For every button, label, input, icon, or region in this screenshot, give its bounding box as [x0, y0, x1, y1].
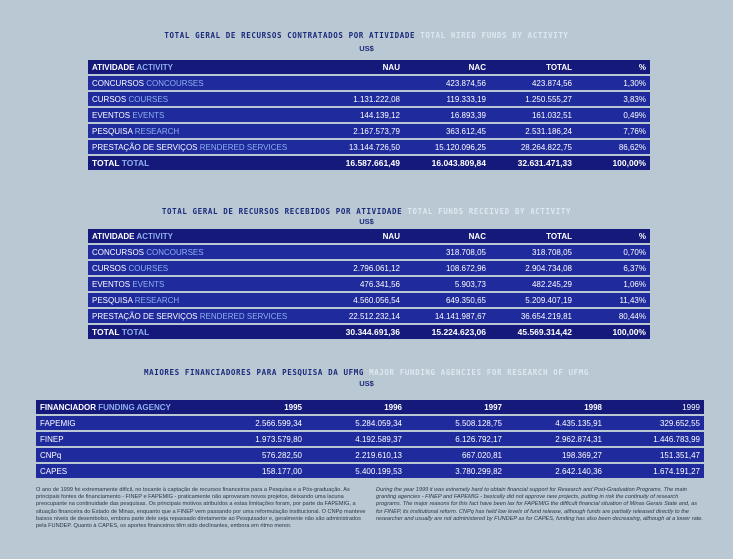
- received-title-pt: TOTAL GERAL DE RECURSOS RECEBIDOS POR ATIVIDADE: [161, 207, 403, 216]
- cell-1995: 2.566.599,34: [206, 416, 306, 430]
- cell-nac: 423.874,56: [404, 76, 490, 90]
- funder-name: CAPES: [36, 464, 206, 478]
- row-label: [88, 261, 318, 275]
- cell-pct: 80,44%: [576, 309, 650, 323]
- total-row: [88, 156, 650, 170]
- cell-1998: 198.369,27: [506, 448, 606, 462]
- cell-1996: 5.284.059,34: [306, 416, 406, 430]
- label-en: COURSES: [128, 263, 169, 273]
- row-label: [88, 325, 318, 339]
- label-pt: TOTAL: [92, 327, 120, 337]
- row-label: [88, 293, 318, 307]
- header-funder-en: FUNDING AGENCY: [98, 402, 171, 412]
- funders-header-1996: 1996: [306, 400, 406, 414]
- table-row: [88, 92, 650, 106]
- body-text-pt: O ano de 1999 foi extremamente difícil, no tocante à captação de recursos financeiros para a Pesquisa e a Pós-graduação. As principais fontes de financiamento - FINEP e FAPEMIG - praticamente não aprovaram novos projetos, deixando uma lacuna preocupante na continuidade das pesquisas. Os principais motivos atribuídos a estas limitações foram, por parte da FAPEMIG, a situação financeira do Estado de Minas, enquanto que a FINEP vem passando por uma reformulação institucional. O CNPp manteve baixos níveis de desembolso, embora parte dele seja repassado diretamente ao Pesquisador e, geralmente não são administrados pela FUNDEP. Quanto à CAPES, os aportes financeiros têm sido declinantes, embora em ritmo menor.: [36, 487, 366, 530]
- label-pt: CURSOS: [92, 94, 127, 104]
- cell-total: 32.631.471,33: [490, 156, 576, 170]
- cell-nac: 15.224.623,06: [404, 325, 490, 339]
- table-row: [36, 464, 704, 478]
- cell-nau: 144.139,12: [318, 108, 404, 122]
- label-pt: PESQUISA: [92, 295, 133, 305]
- label-en: COURSES: [128, 94, 169, 104]
- cell-total: 36.654.219,81: [490, 309, 576, 323]
- table-row: [88, 76, 650, 90]
- cell-total: 318.708,05: [490, 245, 576, 259]
- cell-1998: 4.435.135,91: [506, 416, 606, 430]
- cell-pct: 0,49%: [576, 108, 650, 122]
- received-header-nau: NAU: [318, 229, 404, 243]
- funders-header-funder: [36, 400, 206, 414]
- cell-1999: 329.652,55: [606, 416, 704, 430]
- cell-pct: 1,30%: [576, 76, 650, 90]
- label-en: EVENTS: [132, 110, 165, 120]
- cell-nac: 108.672,96: [404, 261, 490, 275]
- table-row: [88, 261, 650, 275]
- label-pt: CONCURSOS: [92, 78, 145, 88]
- label-en: CONCOURSES: [146, 247, 204, 257]
- funders-header-1998: 1998: [506, 400, 606, 414]
- table-row: [36, 448, 704, 462]
- cell-nau: [318, 76, 404, 90]
- table-row: [88, 108, 650, 122]
- cell-1999: 1.446.783,99: [606, 432, 704, 446]
- funders-title-en: MAJOR FUNDING AGENCIES FOR RESEARCH OF UFMG: [369, 368, 590, 377]
- funder-name: FAPEMIG: [36, 416, 206, 430]
- table-row: [88, 277, 650, 291]
- funders-header-1995: 1995: [206, 400, 306, 414]
- label-en: TOTAL: [121, 158, 150, 168]
- cell-nac: 16.043.809,84: [404, 156, 490, 170]
- funder-name: FINEP: [36, 432, 206, 446]
- cell-1997: 5.508.128,75: [406, 416, 506, 430]
- contracted-title: [0, 31, 733, 40]
- cell-pct: 86,62%: [576, 140, 650, 154]
- cell-nau: 2.796.061,12: [318, 261, 404, 275]
- contracted-table: [88, 58, 650, 172]
- funder-name: CNPq: [36, 448, 206, 462]
- table-row: [88, 245, 650, 259]
- table-row: [88, 309, 650, 323]
- label-en: RENDERED SERVICES: [199, 311, 288, 321]
- funders-header-1999: 1999: [606, 400, 704, 414]
- table-row: [88, 140, 650, 154]
- row-label: [88, 108, 318, 122]
- row-label: [88, 92, 318, 106]
- received-header-row: [88, 229, 650, 243]
- cell-1997: 3.780.299,82: [406, 464, 506, 478]
- row-label: [88, 124, 318, 138]
- row-label: [88, 245, 318, 259]
- cell-nac: 15.120.096,25: [404, 140, 490, 154]
- received-header-pct: %: [576, 229, 650, 243]
- cell-1998: 2.962.874,31: [506, 432, 606, 446]
- label-pt: TOTAL: [92, 158, 120, 168]
- cell-nau: 1.131.222,08: [318, 92, 404, 106]
- contracted-header-nau: NAU: [318, 60, 404, 74]
- cell-nau: 476.341,56: [318, 277, 404, 291]
- contracted-header-row: [88, 60, 650, 74]
- contracted-title-en: TOTAL HIRED FUNDS BY ACTIVITY: [420, 31, 569, 40]
- cell-pct: 100,00%: [576, 325, 650, 339]
- label-en: RESEARCH: [134, 126, 180, 136]
- cell-pct: 7,76%: [576, 124, 650, 138]
- cell-nau: 30.344.691,36: [318, 325, 404, 339]
- label-en: RENDERED SERVICES: [199, 142, 288, 152]
- cell-nau: [318, 245, 404, 259]
- contracted-currency: US$: [359, 44, 374, 53]
- row-label: [88, 76, 318, 90]
- header-activity-pt: ATIVIDADE: [92, 62, 135, 72]
- cell-pct: 6,37%: [576, 261, 650, 275]
- cell-1998: 2.642.140,36: [506, 464, 606, 478]
- contracted-header-total: TOTAL: [490, 60, 576, 74]
- label-en: RESEARCH: [134, 295, 180, 305]
- cell-nac: 5.903,73: [404, 277, 490, 291]
- row-label: [88, 277, 318, 291]
- body-text-en: During the year 1999 it was extremely hard to obtain financial support for Research and Post-Graduation Programs. The main granting agencies - FINEP and FAPEMIG - basically did not approve new projects, putting in risk the continuity of research programs. The major reasons for this fact have been lax for FAPEMIG the difficult financial situation of Minas Gerais State and, as for FINEP, its institutional reform. CNPq has held low levels of fund release, although funds are partially released directly to the researcher and usually are not administered by FUNDEP as for CAPES, funding has also been decreasing, although at a lower rate.: [376, 487, 703, 522]
- cell-pct: 0,70%: [576, 245, 650, 259]
- row-label: [88, 156, 318, 170]
- label-pt: CURSOS: [92, 263, 127, 273]
- label-en: CONCOURSES: [146, 78, 204, 88]
- received-title-en: TOTAL FUNDS RECEIVED BY ACTIVITY: [407, 207, 572, 216]
- cell-pct: 11,43%: [576, 293, 650, 307]
- cell-total: 45.569.314,42: [490, 325, 576, 339]
- cell-1995: 576.282,50: [206, 448, 306, 462]
- cell-pct: 1,06%: [576, 277, 650, 291]
- label-pt: EVENTOS: [92, 110, 131, 120]
- cell-nac: 318.708,05: [404, 245, 490, 259]
- cell-nau: 4.560.056,54: [318, 293, 404, 307]
- received-header-activity: [88, 229, 318, 243]
- cell-total: 5.209.407,19: [490, 293, 576, 307]
- cell-1997: 667.020,81: [406, 448, 506, 462]
- cell-nac: 16.893,39: [404, 108, 490, 122]
- row-label: [88, 140, 318, 154]
- cell-nac: 14.141.987,67: [404, 309, 490, 323]
- received-table: [88, 227, 650, 341]
- cell-1996: 4.192.589,37: [306, 432, 406, 446]
- cell-total: 28.264.822,75: [490, 140, 576, 154]
- funders-title-pt: MAIORES FINANCIADORES PARA PESQUISA DA UFMG: [143, 368, 364, 377]
- header-activity-pt: ATIVIDADE: [92, 231, 135, 241]
- funders-header-1997: 1997: [406, 400, 506, 414]
- cell-1996: 2.219.610,13: [306, 448, 406, 462]
- cell-nau: 2.167.573,79: [318, 124, 404, 138]
- contracted-header-activity: [88, 60, 318, 74]
- cell-1995: 158.177,00: [206, 464, 306, 478]
- cell-nau: 16.587.661,49: [318, 156, 404, 170]
- table-row: [88, 124, 650, 138]
- cell-1999: 151.351,47: [606, 448, 704, 462]
- table-row: [36, 432, 704, 446]
- contracted-title-pt: TOTAL GERAL DE RECURSOS CONTRATADOS POR ATIVIDADE: [164, 31, 416, 40]
- row-label: [88, 309, 318, 323]
- cell-pct: 3,83%: [576, 92, 650, 106]
- contracted-header-nac: NAC: [404, 60, 490, 74]
- cell-total: 2.904.734,08: [490, 261, 576, 275]
- label-pt: PRESTAÇÃO DE SERVIÇOS: [92, 311, 198, 321]
- cell-nac: 649.350,65: [404, 293, 490, 307]
- contracted-header-pct: %: [576, 60, 650, 74]
- header-activity-en: ACTIVITY: [136, 62, 173, 72]
- label-en: EVENTS: [132, 279, 165, 289]
- table-row: [88, 293, 650, 307]
- label-pt: PRESTAÇÃO DE SERVIÇOS: [92, 142, 198, 152]
- cell-total: 161.032,51: [490, 108, 576, 122]
- received-title: [0, 207, 733, 216]
- cell-pct: 100,00%: [576, 156, 650, 170]
- label-pt: CONCURSOS: [92, 247, 145, 257]
- header-funder-pt: FINANCIADOR: [40, 402, 96, 412]
- funders-table: [36, 398, 704, 480]
- label-pt: PESQUISA: [92, 126, 133, 136]
- funders-currency: US$: [359, 379, 374, 388]
- cell-nac: 119.333,19: [404, 92, 490, 106]
- funders-title: [0, 368, 733, 377]
- cell-1996: 5.400.199,53: [306, 464, 406, 478]
- cell-1999: 1.674.191,27: [606, 464, 704, 478]
- cell-total: 423.874,56: [490, 76, 576, 90]
- received-header-total: TOTAL: [490, 229, 576, 243]
- label-en: TOTAL: [121, 327, 150, 337]
- funders-header-row: [36, 400, 704, 414]
- header-activity-en: ACTIVITY: [136, 231, 173, 241]
- cell-total: 482.245,29: [490, 277, 576, 291]
- cell-total: 1.250.555,27: [490, 92, 576, 106]
- label-pt: EVENTOS: [92, 279, 131, 289]
- cell-nau: 13.144.726,50: [318, 140, 404, 154]
- received-header-nac: NAC: [404, 229, 490, 243]
- cell-1995: 1.973.579,80: [206, 432, 306, 446]
- cell-nau: 22.512.232,14: [318, 309, 404, 323]
- cell-1997: 6.126.792,17: [406, 432, 506, 446]
- cell-nac: 363.612,45: [404, 124, 490, 138]
- table-row: [36, 416, 704, 430]
- total-row: [88, 325, 650, 339]
- cell-total: 2.531.186,24: [490, 124, 576, 138]
- received-currency: US$: [359, 217, 374, 226]
